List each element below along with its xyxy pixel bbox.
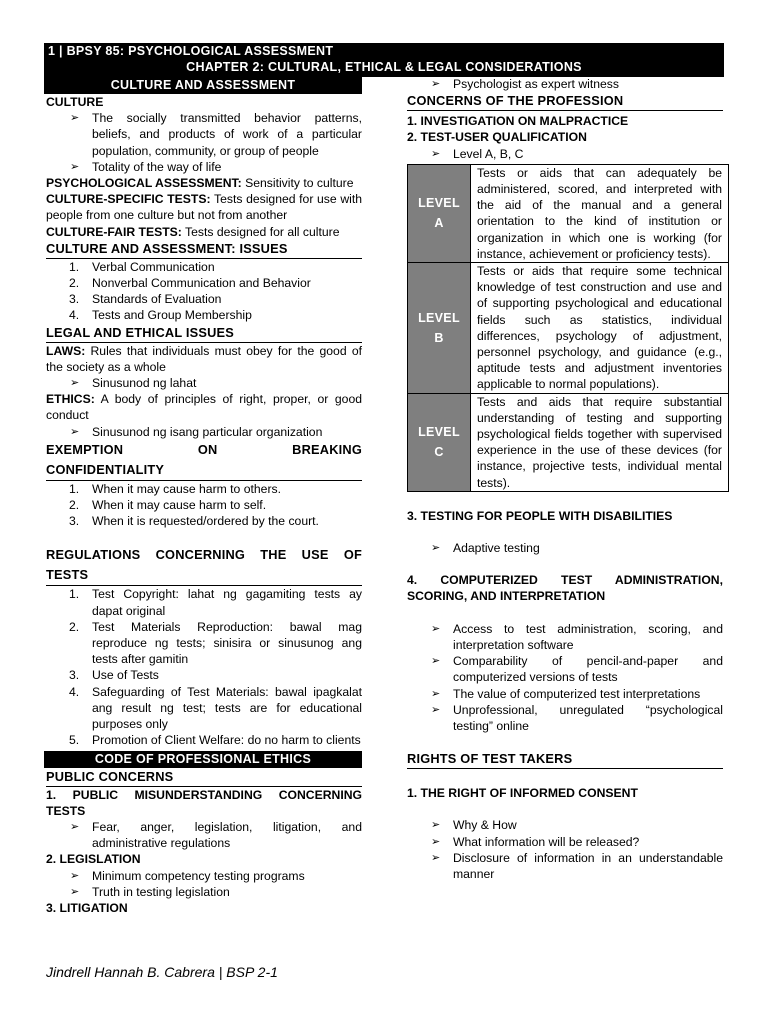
definition: Tests designed for use with people from one culture but not from another: [46, 192, 362, 223]
ethics-list: [46, 424, 362, 440]
profession-concern-4: 4. COMPUTERIZED TEST ADMINISTRATION, SCORING, AND INTERPRETATION: [407, 573, 723, 604]
list-item: ➢ Sinusunod ng lahat: [46, 375, 362, 391]
exemption-heading-line1: EXEMPTION ON BREAKING: [46, 441, 362, 457]
author-footer: Jindrell Hannah B. Cabrera | BSP 2-1: [46, 964, 278, 980]
list-item: ➢ Fear, anger, legislation, litigation, and administrative regulations: [46, 819, 362, 851]
issues-heading: CULTURE AND ASSESSMENT: ISSUES: [46, 240, 362, 259]
list-item: ➢ Adaptive testing: [407, 540, 723, 556]
public-concerns-heading: PUBLIC CONCERNS: [46, 768, 362, 787]
rights-1: 1. THE RIGHT OF INFORMED CONSENT: [407, 786, 638, 801]
list-item: ➢ Psychologist as expert witness: [407, 76, 723, 92]
list-item: 1. When it may cause harm to others.: [69, 481, 281, 496]
definition: Sensitivity to culture: [241, 176, 354, 191]
list-item: ➢ Truth in testing legislation: [46, 884, 362, 900]
profession-heading: CONCERNS OF THE PROFESSION: [407, 92, 723, 111]
culture-title: CULTURE: [46, 95, 104, 109]
public-concern-1-list: [46, 819, 362, 851]
term: PSYCHOLOGICAL ASSESSMENT:: [46, 176, 242, 191]
list-item: 3. Use of Tests: [69, 668, 159, 683]
level-description: Tests or aids that require some technical knowledge of test construction and use and of supporting psychological and educational fields such as statistics, individual differences, psychology of adjustment, personnel psychology, and guidance (e.g., aptitude tests and adjustment inventories applicable to normal populations).: [471, 263, 729, 394]
list-item: 1. Verbal Communication: [69, 259, 215, 274]
regulations-heading-line1: REGULATIONS CONCERNING THE USE OF: [46, 547, 362, 563]
exemption-list: [46, 481, 362, 530]
list-item: ➢ The value of computerized test interpretations: [407, 686, 723, 702]
list-item: ➢ Comparability of pencil-and-paper and computerized versions of tests: [407, 653, 723, 685]
spacer: [407, 605, 723, 621]
list-item: ➢ Access to test administration, scoring, and interpretation software: [407, 621, 723, 653]
list-item: ➢ Minimum competency testing programs: [46, 868, 362, 884]
term: CULTURE-SPECIFIC TESTS:: [46, 192, 211, 207]
laws-list: [46, 375, 362, 391]
list-item: 4. Safeguarding of Test Materials: bawal ipagkalat ang result ng test; tests are for educational purposes only: [69, 684, 362, 732]
document-header: [44, 43, 724, 77]
header-chapter-line: CHAPTER 2: CULTURAL, ETHICAL & LEGAL CONSIDERATIONS: [186, 60, 582, 74]
public-concern-2: 2. LEGISLATION: [46, 852, 141, 867]
regulations-heading-line2: TESTS: [46, 565, 362, 586]
term: ETHICS:: [46, 392, 95, 407]
spacer: [407, 734, 723, 750]
table-row: [408, 164, 729, 262]
term: LAWS:: [46, 343, 86, 358]
psych-assessment-definition: [46, 175, 362, 191]
list-item: ➢ Sinusunod ng isang particular organization: [46, 424, 362, 440]
spacer: [407, 801, 723, 817]
left-column: [46, 77, 362, 916]
level-label: LEVEL C: [408, 393, 471, 491]
list-item: ➢ The socially transmitted behavior patterns, beliefs, and products of work of a particular population, community, or group of people: [46, 110, 362, 159]
spacer: [407, 556, 723, 572]
test-user-list: [407, 146, 723, 162]
list-item: ➢ Unprofessional, unregulated “psychological testing” online: [407, 702, 723, 734]
spacer: [407, 492, 723, 508]
list-item: ➢ Level A, B, C: [407, 146, 723, 162]
profession-concern-2: 2. TEST-USER QUALIFICATION: [407, 130, 587, 145]
list-item: 2. Nonverbal Communication and Behavior: [69, 276, 311, 291]
disabilities-list: [407, 540, 723, 556]
list-item: 2. Test Materials Reproduction: bawal mag reproduce ng tests; sinisira or sinusunog ang tests after gamitin: [69, 619, 362, 667]
list-item: 5. Promotion of Client Welfare: do no harm to clients: [69, 733, 361, 748]
culture-fair-definition: [46, 224, 362, 240]
level-description: Tests or aids that can adequately be administered, scored, and interpreted with the aid of the manual and a general orientation to the kind of institution or organization in which one is working (for instance, achievement or proficiency tests).: [471, 164, 729, 262]
legal-ethical-heading: LEGAL AND ETHICAL ISSUES: [46, 324, 362, 343]
rights-heading: RIGHTS OF TEST TAKERS: [407, 750, 723, 769]
level-label: LEVEL B: [408, 263, 471, 394]
definition: Tests designed for all culture: [181, 224, 340, 239]
test-level-table: [407, 164, 729, 492]
list-item: ➢ Disclosure of information in an understandable manner: [407, 850, 723, 882]
public-concern-2-list: [46, 868, 362, 900]
table-row: [408, 393, 729, 491]
level-description: Tests and aids that require substantial understanding of testing and supporting psychological fields together with supervised experience in the use of these devices (for instance, projective tests, individual mental tests).: [471, 393, 729, 491]
computerized-list: [407, 621, 723, 734]
list-item: 4. Tests and Group Membership: [69, 308, 252, 323]
culture-assessment-bar: CULTURE AND ASSESSMENT: [44, 77, 362, 94]
spacer: [46, 529, 362, 545]
exemption-heading-line2: CONFIDENTIALITY: [46, 460, 362, 481]
professional-ethics-bar: CODE OF PROFESSIONAL ETHICS: [44, 751, 362, 768]
right-column: [407, 76, 723, 882]
profession-concern-1: 1. INVESTIGATION ON MALPRACTICE: [407, 114, 629, 129]
ethics-definition: [46, 391, 362, 423]
list-item: ➢ Why & How: [407, 817, 723, 833]
list-item: ➢ Totality of the way of life: [46, 159, 362, 175]
public-concern-1: 1. PUBLIC MISUNDERSTANDING CONCERNING TESTS: [46, 787, 362, 818]
level-label: LEVEL A: [408, 164, 471, 262]
spacer: [407, 524, 723, 540]
profession-concern-3: 3. TESTING FOR PEOPLE WITH DISABILITIES: [407, 508, 673, 523]
list-item: 1. Test Copyright: lahat ng gagamiting tests ay dapat original: [69, 587, 362, 618]
litigation-list: [407, 76, 723, 92]
list-item: ➢ What information will be released?: [407, 834, 723, 850]
laws-definition: [46, 343, 362, 375]
list-item: 3. When it is requested/ordered by the court.: [69, 514, 319, 529]
term: CULTURE-FAIR TESTS:: [46, 224, 182, 239]
definition: Rules that individuals must obey for the good of the society as a whole: [46, 343, 362, 374]
informed-consent-list: [407, 817, 723, 882]
regulations-list: [46, 586, 362, 748]
header-course-line: 1 | BPSY 85: PSYCHOLOGICAL ASSESSMENT: [48, 44, 334, 58]
public-concern-3: 3. LITIGATION: [46, 900, 128, 915]
issues-list: [46, 259, 362, 324]
definition: A body of principles of right, proper, or good conduct: [46, 392, 362, 423]
culture-specific-definition: [46, 191, 362, 223]
culture-list: [46, 110, 362, 175]
table-row: [408, 263, 729, 394]
spacer: [407, 769, 723, 785]
list-item: 3. Standards of Evaluation: [69, 292, 222, 307]
list-item: 2. When it may cause harm to self.: [69, 498, 267, 513]
